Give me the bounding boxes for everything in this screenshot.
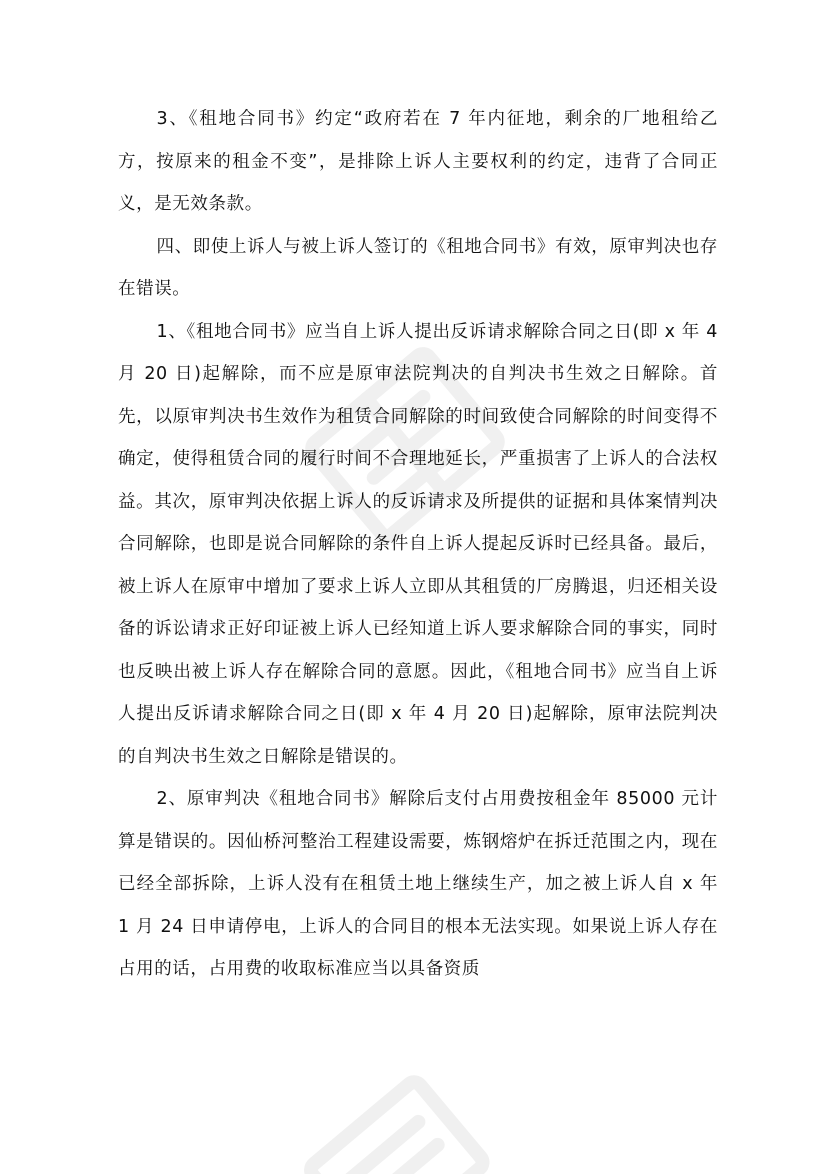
paragraph-point-1: 1、《租地合同书》应当自上诉人提出反诉请求解除合同之日(即 x 年 4 月 20 日)起解除，而不应是原审法院判决的自判决书生效之日解除。首先，以原审判决书生效作为租赁合同解除的时间致使合同解除的时间变得不确定，使得租赁合同的履行时间不合理地延长，严重损害了上诉人的合法权益。其次，原审判决依据上诉人的反诉请求及所提供的证据和具体案情判决合同解除，也即是说合同解除的条件自上诉人提起反诉时已经具备。最后，被上诉人在原审中增加了要求上诉人立即从其租赁的厂房腾退，归还相关设备的诉讼请求正好印证被上诉人已经知道上诉人要求解除合同的事实，同时也反映出被上诉人存在解除合同的意愿。因此，《租地合同书》应当自上诉人提出反诉请求解除合同之日(即 x 年 4 月 20 日)起解除，原审法院判决的自判决书生效之日解除是错误的。 bbox=[118, 321, 718, 767]
paragraph-section-4: 四、即使上诉人与被上诉人签订的《租地合同书》有效，原审判决也存在错误。 bbox=[118, 236, 718, 299]
paragraph-clause-3: 3、《租地合同书》约定“政府若在 7 年内征地，剩余的厂地租给乙方，按原来的租金不变”，是排除上诉人主要权利的约定，违背了合同正义，是无效条款。 bbox=[118, 109, 718, 214]
document-body bbox=[118, 98, 718, 991]
watermark-stamp-bottom-icon bbox=[300, 1070, 500, 1174]
paragraph-point-2: 2、原审判决《租地合同书》解除后支付占用费按租金年 85000 元计算是错误的。因仙桥河整治工程建设需要，炼钢熔炉在拆迁范围之内，现在已经全部拆除，上诉人没有在租赁土地上继续生产，加之被上诉人自 x 年 1 月 24 日申请停电，上诉人的合同目的根本无法实现。如果说上诉人存在占用的话，占用费的收取标准应当以具备资质 bbox=[118, 789, 718, 979]
